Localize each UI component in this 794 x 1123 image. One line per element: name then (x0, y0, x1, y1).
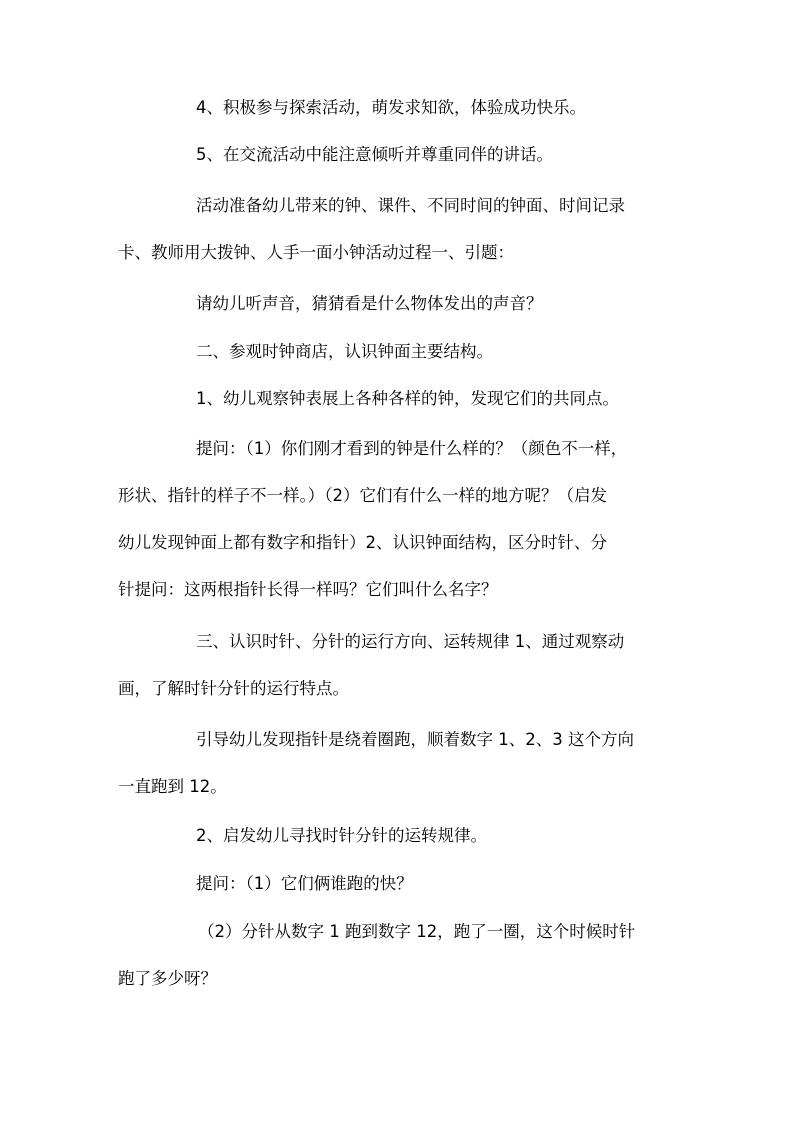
text-line: 2、启发幼儿寻找时针分针的运转规律。 (196, 826, 487, 845)
text-line: 引导幼儿发现指针是绕着圈跑，顺着数字 1、2、3 这个方向 (196, 730, 634, 749)
paragraph-question-2 (118, 908, 688, 1002)
paragraph-objective-5 (118, 131, 688, 178)
text-line: 4、积极参与探索活动，萌发求知欲，体验成功快乐。 (196, 98, 586, 117)
paragraph-intro-question (118, 280, 688, 327)
text-line: 活动准备幼儿带来的钟、课件、不同时间的钟面、时间记录 (196, 196, 625, 215)
paragraph-preparation (118, 182, 688, 276)
text-line: 请幼儿听声音，猜猜看是什么物体发出的声音？ (196, 294, 543, 313)
paragraph-questions (118, 425, 688, 613)
text-line: 幼儿发现钟面上都有数字和指针）2、认识钟面结构，区分时针、分 (118, 533, 607, 552)
text-line: 一直跑到 12。 (118, 777, 227, 796)
text-line: 1、幼儿观察钟表展上各种各样的钟，发现它们的共同点。 (196, 389, 619, 408)
paragraph-step-2 (118, 812, 688, 859)
text-line: 二、参观时钟商店，认识钟面主要结构。 (196, 342, 493, 361)
paragraph-guidance (118, 716, 688, 810)
paragraph-section-2-heading (118, 328, 688, 375)
paragraph-section-3 (118, 618, 688, 712)
text-line: 提问：（1）它们俩谁跑的快？ (196, 874, 413, 893)
text-line: 形状、指针的样子不一样。）（2）它们有什么一样的地方呢？（启发 (118, 486, 607, 505)
paragraph-objective-4 (118, 84, 688, 131)
text-line: 跑了多少呀？ (118, 969, 217, 988)
text-line: （2）分针从数字 1 跑到数字 12，跑了一圈，这个时候时针 (198, 922, 636, 941)
text-line: 针提问：这两根指针长得一样吗？它们叫什么名字？ (118, 580, 498, 599)
text-line: 提问：（1）你们刚才看到的钟是什么样的？（颜色不一样， (196, 439, 628, 458)
paragraph-question-1 (118, 860, 688, 907)
text-line: 画，了解时针分针的运行特点。 (118, 679, 349, 698)
text-line: 5、在交流活动中能注意倾听并尊重同伴的讲话。 (196, 145, 553, 164)
paragraph-step-1 (118, 375, 688, 422)
text-line: 三、认识时针、分针的运行方向、运转规律 1、通过观察动 (196, 632, 625, 651)
text-line: 卡、教师用大拨钟、人手一面小钟活动过程一、引题： (118, 243, 514, 262)
